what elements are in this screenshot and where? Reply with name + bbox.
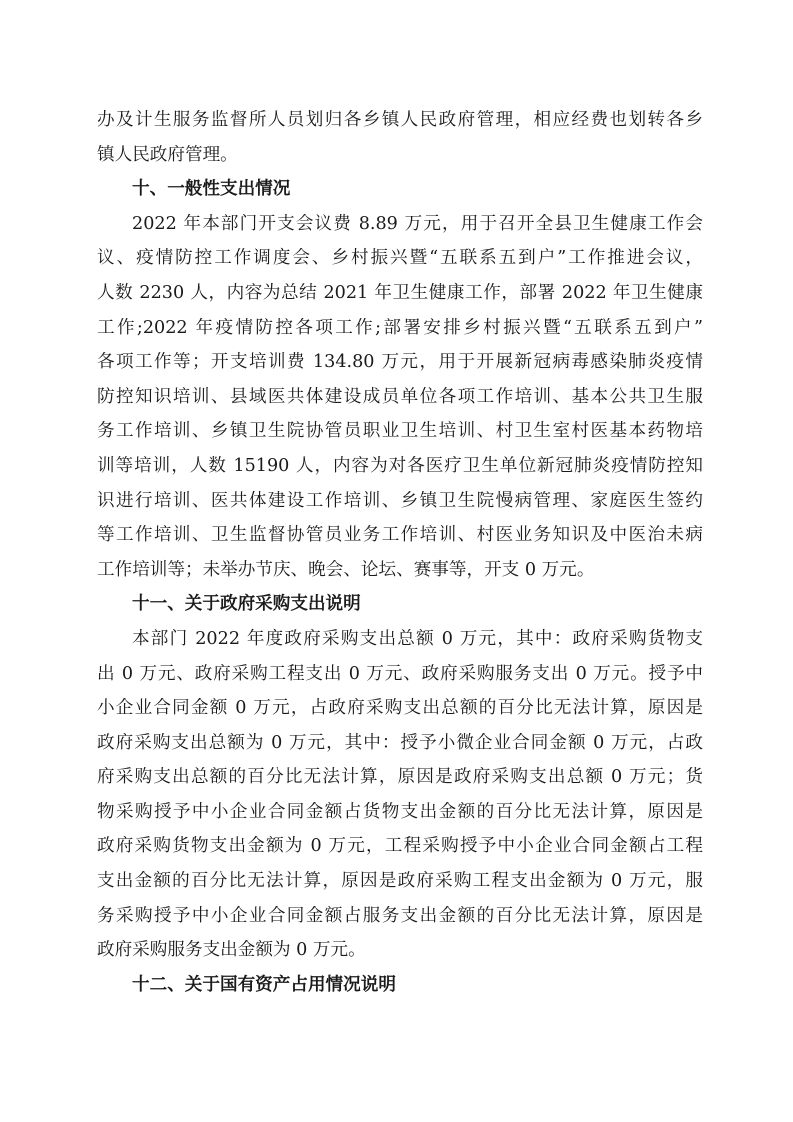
text-line: 训等培训，人数 15190 人，内容为对各医疗卫生单位新冠肺炎疫情防控知: [97, 455, 703, 476]
text-line: 小企业合同金额 0 万元，占政府采购支出总额的百分比无法计算，原因是: [97, 698, 703, 719]
text-line: 等工作培训、卫生监督协管员业务工作培训、村医业务知识及中医治未病: [97, 525, 703, 546]
paragraph: [97, 622, 703, 968]
paragraph: [97, 207, 703, 588]
text-line: 议、疫情防控工作调度会、乡村振兴暨“五联系五到户”工作推进会议，: [97, 248, 703, 269]
text-line: 办及计生服务监督所人员划归各乡镇人民政府管理，相应经费也划转各乡: [97, 110, 703, 130]
text-line: 政府采购支出总额为 0 万元，其中：授予小微企业合同金额 0 万元，占政: [97, 732, 703, 753]
text-line: 府采购支出总额的百分比无法计算，原因是政府采购支出总额 0 万元；货: [97, 767, 703, 788]
text-line: 务工作培训、乡镇卫生院协管员职业卫生培训、村卫生室村医基本药物培: [97, 421, 703, 442]
section-heading: 十二、关于国有资产占用情况说明: [132, 974, 396, 995]
text-line: 防控知识培训、县域医共体建设成员单位各项工作培训、基本公共卫生服: [97, 386, 703, 407]
section-heading: 十、一般性支出情况: [132, 179, 291, 200]
text-line: 工作培训等；未举办节庆、晚会、论坛、赛事等，开支 0 万元。: [97, 559, 595, 580]
text-line: 本部门 2022 年度政府采购支出总额 0 万元，其中：政府采购货物支: [132, 628, 703, 649]
text-line: 识进行培训、医共体建设工作培训、乡镇卫生院慢病管理、家庭医生签约: [97, 490, 703, 511]
text-line: 出 0 万元、政府采购工程支出 0 万元、政府采购服务支出 0 万元。授予中: [97, 663, 703, 684]
text-line: 2022 年本部门开支会议费 8.89 万元，用于召开全县卫生健康工作会: [132, 213, 703, 234]
paragraph: [97, 103, 703, 172]
text-line: 镇人民政府管理。: [97, 144, 238, 165]
text-line: 政府采购服务支出金额为 0 万元。: [97, 940, 366, 961]
text-line: 物采购授予中小企业合同金额占货物支出金额的百分比无法计算，原因是: [97, 801, 703, 822]
section-heading: 十一、关于政府采购支出说明: [132, 594, 361, 615]
document-page: [97, 103, 703, 1002]
text-line: 人数 2230 人，内容为总结 2021 年卫生健康工作，部署 2022 年卫生健康: [97, 282, 703, 303]
text-line: 各项工作等；开支培训费 134.80 万元，用于开展新冠病毒感染肺炎疫情: [97, 352, 703, 373]
text-line: 支出金额的百分比无法计算，原因是政府采购工程支出金额为 0 万元，服: [97, 871, 703, 892]
text-line: 务采购授予中小企业合同金额占服务支出金额的百分比无法计算，原因是: [97, 905, 703, 926]
text-line: 政府采购货物支出金额为 0 万元，工程采购授予中小企业合同金额占工程: [97, 836, 703, 857]
text-line: 工作;2022 年疫情防控各项工作;部署安排乡村振兴暨“五联系五到户”: [97, 317, 703, 338]
